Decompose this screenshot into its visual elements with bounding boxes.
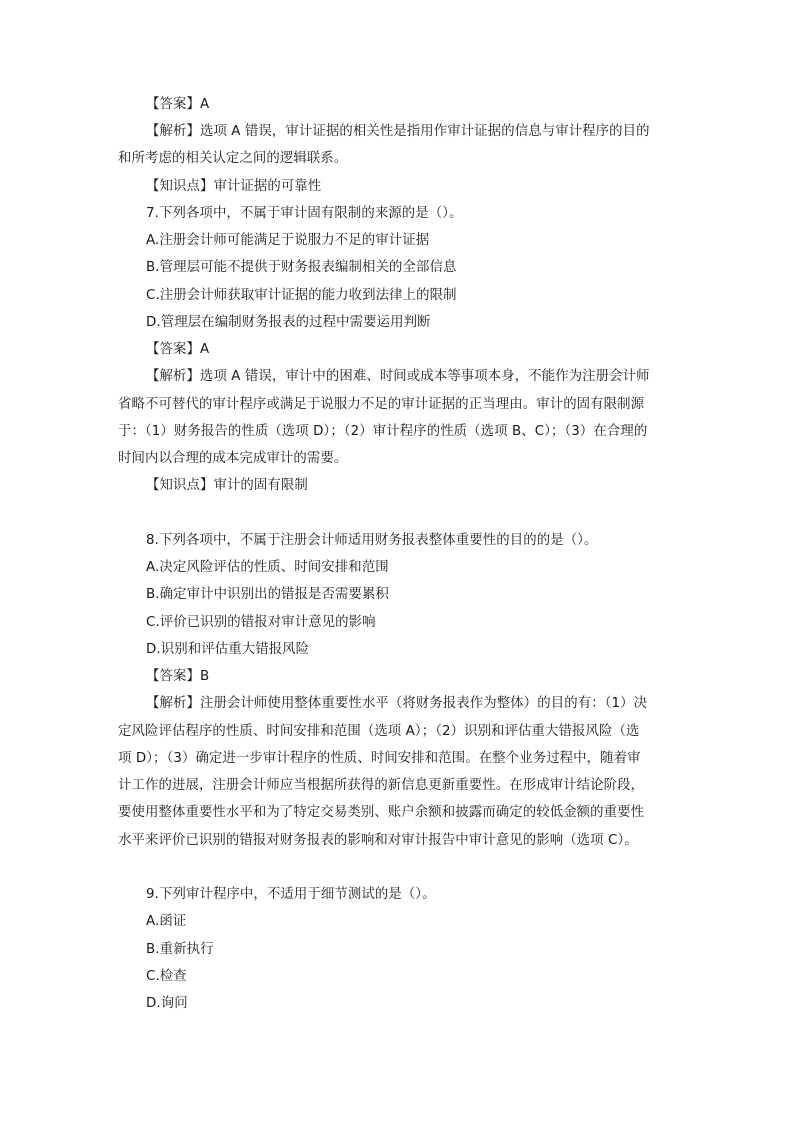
- q7-analysis-line: 时间内以合理的成本完成审计的需要。: [118, 451, 348, 466]
- q7-analysis-line: 省略不可替代的审计程序或满足于说服力不足的审计证据的正当理由。审计的固有限制源: [118, 397, 645, 412]
- question-9: 9.下列审计程序中，不适用于细节测试的是（）。: [146, 887, 436, 902]
- q8-answer: 【答案】B: [146, 669, 210, 684]
- q8-analysis-line: 定风险评估程序的性质、时间安排和范围（选项 A）；（2）识别和评估重大错报风险（选: [118, 724, 640, 739]
- q8-option-c: C.评价已识别的错报对审计意见的影响: [146, 615, 376, 630]
- q9-option-d: D.询问: [146, 996, 188, 1011]
- q7-knowledge-point: 【知识点】审计的固有限制: [146, 478, 308, 493]
- q7-option-c: C.注册会计师获取审计证据的能力收到法律上的限制: [146, 288, 457, 303]
- q7-answer: 【答案】A: [146, 342, 210, 357]
- q8-analysis-line: 水平来评价已识别的错报对财务报表的影响和对审计报告中审计意见的影响（选项 C）。: [118, 833, 638, 848]
- knowledge-point: 【知识点】审计证据的可靠性: [146, 179, 322, 194]
- analysis-line: 和所考虑的相关认定之间的逻辑联系。: [118, 151, 348, 166]
- q9-option-c: C.检查: [146, 969, 187, 984]
- q8-option-b: B.确定审计中识别出的错报是否需要累积: [146, 587, 389, 602]
- q7-option-d: D.管理层在编制财务报表的过程中需要运用判断: [146, 315, 431, 330]
- q7-option-a: A.注册会计师可能满足于说服力不足的审计证据: [146, 233, 430, 248]
- q7-option-b: B.管理层可能不提供于财务报表编制相关的全部信息: [146, 260, 457, 275]
- q8-option-a: A.决定风险评估的性质、时间安排和范围: [146, 560, 389, 575]
- q7-analysis-line: 于：（1）财务报告的性质（选项 D）；（2）审计程序的性质（选项 B、C）；（3）在合理的: [118, 424, 648, 439]
- q8-analysis-line: 要使用整体重要性水平和为了特定交易类别、账户余额和披露而确定的较低金额的重要性: [118, 805, 645, 820]
- q8-analysis-line: 【解析】注册会计师使用整体重要性水平（将财务报表作为整体）的目的有：（1）决: [146, 696, 648, 711]
- q8-analysis-line: 计工作的进展，注册会计师应当根据所获得的新信息更新重要性。在形成审计结论阶段，: [118, 778, 645, 793]
- q9-option-a: A.函证: [146, 914, 187, 929]
- q9-option-b: B.重新执行: [146, 942, 214, 957]
- q8-analysis-line: 项 D）；（3）确定进一步审计程序的性质、时间安排和范围。在整个业务过程中，随着审: [118, 751, 641, 766]
- answer-line: 【答案】A: [146, 97, 210, 112]
- question-8: 8.下列各项中，不属于注册会计师适用财务报表整体重要性的目的的是（）。: [146, 533, 598, 548]
- question-7: 7.下列各项中，不属于审计固有限制的来源的是（）。: [146, 206, 463, 221]
- q7-analysis-line: 【解析】选项 A 错误，审计中的困难、时间或成本等事项本身，不能作为注册会计师: [146, 369, 650, 384]
- q8-option-d: D.识别和评估重大错报风险: [146, 642, 310, 657]
- analysis-line: 【解析】选项 A 错误，审计证据的相关性是指用作审计证据的信息与审计程序的目的: [146, 124, 650, 139]
